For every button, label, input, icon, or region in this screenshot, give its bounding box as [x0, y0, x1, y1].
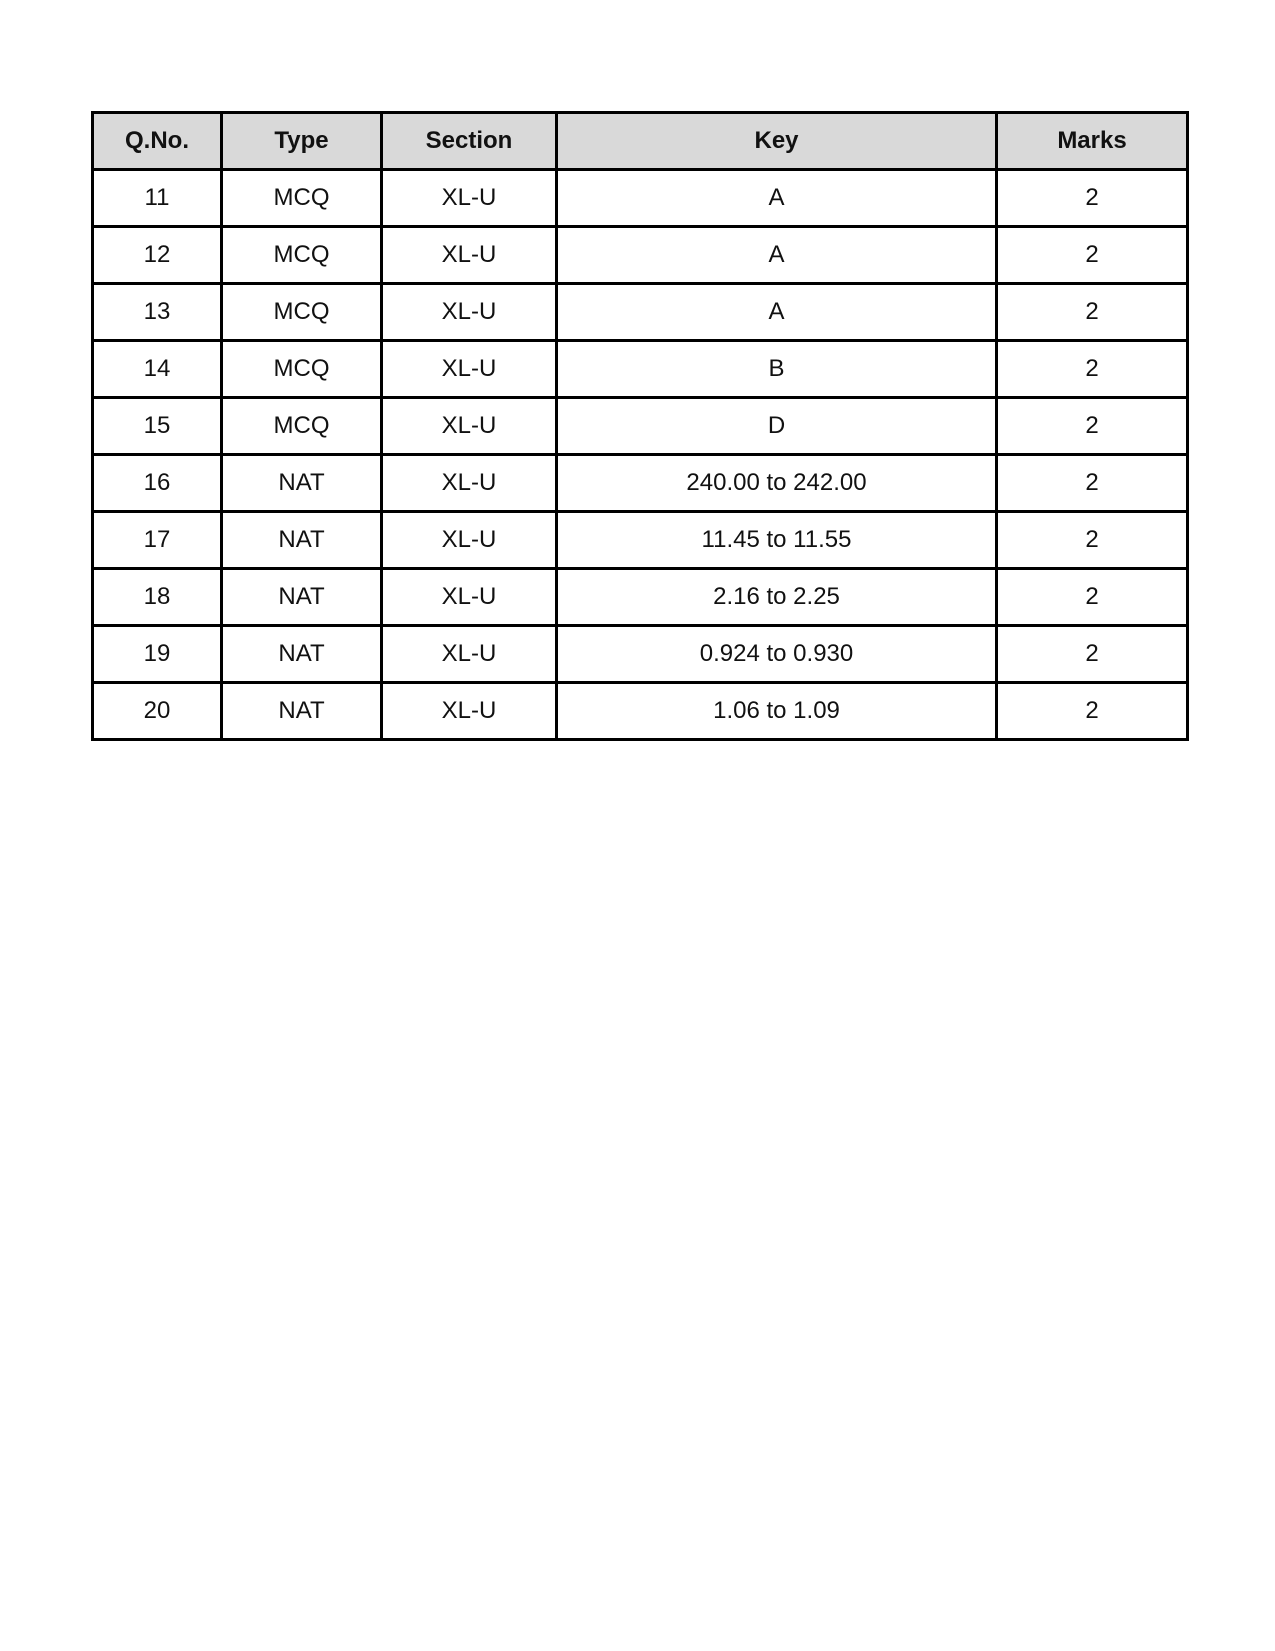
cell-marks: 2	[997, 341, 1188, 398]
cell-key: 11.45 to 11.55	[557, 512, 997, 569]
header-section: Section	[382, 113, 557, 170]
cell-qno: 17	[93, 512, 222, 569]
cell-type: MCQ	[222, 227, 382, 284]
cell-qno: 20	[93, 683, 222, 740]
cell-section: XL-U	[382, 398, 557, 455]
header-marks: Marks	[997, 113, 1188, 170]
cell-section: XL-U	[382, 626, 557, 683]
cell-marks: 2	[997, 227, 1188, 284]
cell-key: 2.16 to 2.25	[557, 569, 997, 626]
cell-qno: 14	[93, 341, 222, 398]
table-header-row	[93, 113, 1188, 170]
cell-key: 240.00 to 242.00	[557, 455, 997, 512]
cell-marks: 2	[997, 170, 1188, 227]
cell-key: 1.06 to 1.09	[557, 683, 997, 740]
cell-qno: 18	[93, 569, 222, 626]
cell-qno: 15	[93, 398, 222, 455]
table-row	[93, 284, 1188, 341]
table-row	[93, 626, 1188, 683]
cell-type: NAT	[222, 512, 382, 569]
header-qno: Q.No.	[93, 113, 222, 170]
cell-type: MCQ	[222, 284, 382, 341]
cell-key: A	[557, 170, 997, 227]
cell-section: XL-U	[382, 683, 557, 740]
cell-marks: 2	[997, 626, 1188, 683]
table-row	[93, 512, 1188, 569]
cell-section: XL-U	[382, 341, 557, 398]
cell-section: XL-U	[382, 170, 557, 227]
cell-key: 0.924 to 0.930	[557, 626, 997, 683]
table-row	[93, 569, 1188, 626]
cell-qno: 16	[93, 455, 222, 512]
cell-section: XL-U	[382, 227, 557, 284]
cell-marks: 2	[997, 398, 1188, 455]
cell-marks: 2	[997, 569, 1188, 626]
table-row	[93, 341, 1188, 398]
header-key: Key	[557, 113, 997, 170]
cell-section: XL-U	[382, 455, 557, 512]
cell-key: A	[557, 227, 997, 284]
cell-type: NAT	[222, 683, 382, 740]
cell-marks: 2	[997, 683, 1188, 740]
table-row	[93, 398, 1188, 455]
cell-qno: 13	[93, 284, 222, 341]
answer-key-table	[91, 111, 1189, 741]
header-type: Type	[222, 113, 382, 170]
table-row	[93, 170, 1188, 227]
cell-qno: 19	[93, 626, 222, 683]
table-row	[93, 683, 1188, 740]
cell-section: XL-U	[382, 569, 557, 626]
cell-type: NAT	[222, 626, 382, 683]
cell-marks: 2	[997, 284, 1188, 341]
cell-type: MCQ	[222, 398, 382, 455]
cell-qno: 12	[93, 227, 222, 284]
cell-section: XL-U	[382, 284, 557, 341]
cell-qno: 11	[93, 170, 222, 227]
cell-type: MCQ	[222, 341, 382, 398]
table-row	[93, 227, 1188, 284]
cell-type: NAT	[222, 455, 382, 512]
cell-type: MCQ	[222, 170, 382, 227]
table-row	[93, 455, 1188, 512]
cell-key: B	[557, 341, 997, 398]
cell-type: NAT	[222, 569, 382, 626]
cell-key: A	[557, 284, 997, 341]
cell-key: D	[557, 398, 997, 455]
cell-marks: 2	[997, 455, 1188, 512]
cell-section: XL-U	[382, 512, 557, 569]
cell-marks: 2	[997, 512, 1188, 569]
